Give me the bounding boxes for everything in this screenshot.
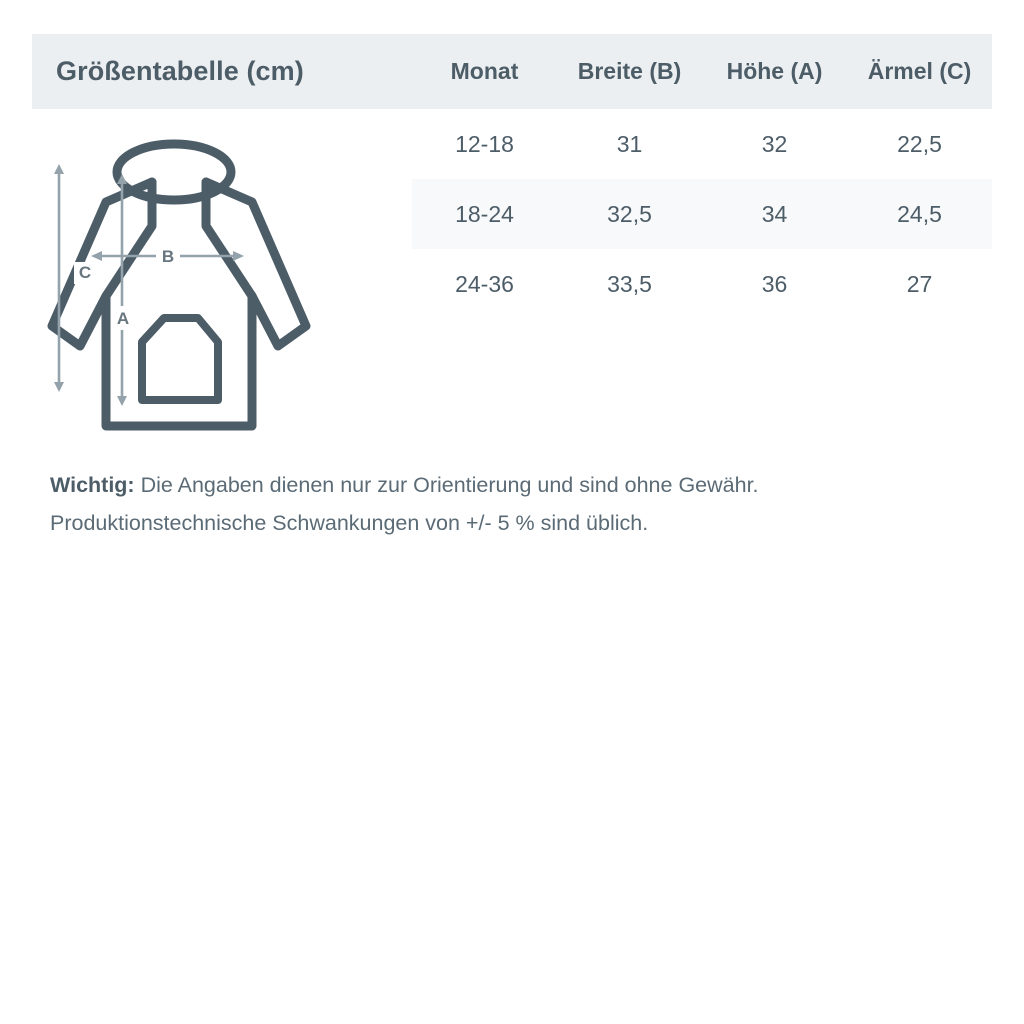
cell-height: 32 — [761, 130, 788, 157]
cell-sleeve: 22,5 — [897, 130, 942, 157]
label-a: A — [116, 309, 130, 328]
label-c: C — [78, 263, 92, 282]
cell-height: 36 — [761, 270, 788, 297]
column-header-sleeve: Ärmel (C) — [867, 58, 972, 84]
table-header-row — [412, 34, 992, 109]
disclaimer-label: Wichtig: — [50, 473, 135, 497]
cell-sleeve: 24,5 — [897, 200, 942, 227]
disclaimer-line-2: Produktionstechnische Schwankungen von +/- 5 % sind üblich. — [50, 511, 649, 535]
cell-month: 24-36 — [455, 270, 514, 297]
table-row — [412, 109, 992, 179]
label-b: B — [161, 247, 175, 266]
cell-width: 31 — [616, 130, 643, 157]
hoodie-illustration — [34, 130, 404, 450]
table-row — [412, 179, 992, 249]
cell-sleeve: 27 — [906, 270, 933, 297]
column-header-width: Breite (B) — [577, 58, 682, 84]
disclaimer-note — [50, 466, 980, 542]
column-header-month: Monat — [450, 58, 519, 84]
cell-height: 34 — [761, 200, 788, 227]
size-table — [412, 34, 992, 319]
cell-width: 32,5 — [607, 200, 652, 227]
cell-month: 12-18 — [455, 130, 514, 157]
cell-width: 33,5 — [607, 270, 652, 297]
table-row — [412, 249, 992, 319]
column-header-height: Höhe (A) — [726, 58, 823, 84]
disclaimer-line-1: Die Angaben dienen nur zur Orientierung und sind ohne Gewähr. — [134, 473, 759, 497]
cell-month: 18-24 — [455, 200, 514, 227]
page-title: Größentabelle (cm) — [56, 56, 304, 86]
